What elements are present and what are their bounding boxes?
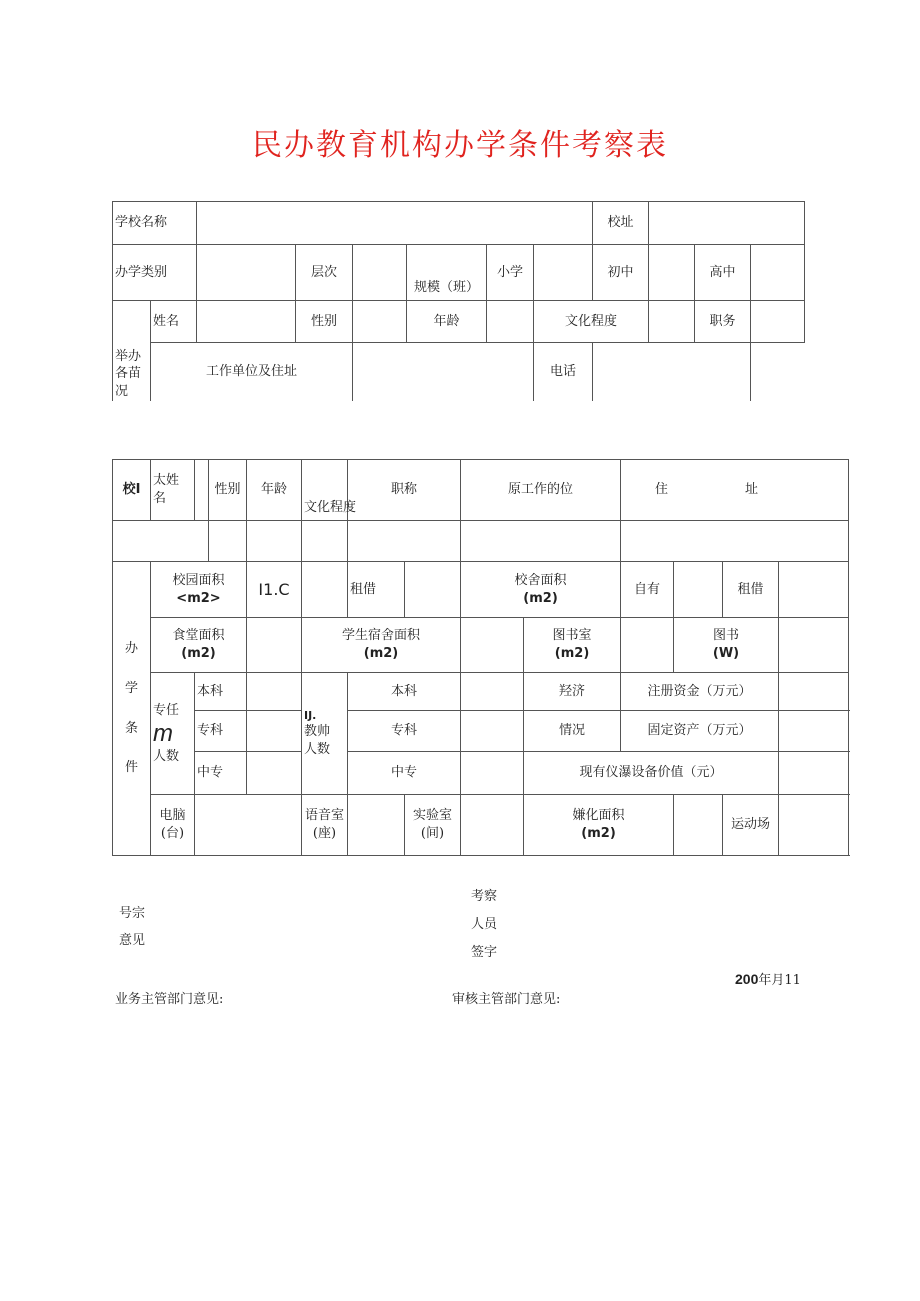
sports-label: 运动场 <box>723 795 779 856</box>
level-label: 层次 <box>296 245 353 301</box>
principal-name-field[interactable] <box>195 460 209 521</box>
building-rent-label: 租借 <box>723 562 779 618</box>
scale-label: 规模（班） <box>407 245 487 301</box>
campus-rent-label: 租借 <box>348 562 405 618</box>
teacher-count-label: IJ. 教帅 人数 <box>302 673 348 795</box>
date-line: 200年月11 <box>735 971 801 988</box>
name-field[interactable] <box>197 301 296 343</box>
college-label-2: 专科 <box>348 711 461 752</box>
books-field[interactable] <box>779 618 849 673</box>
inspector-label-2: 人员 <box>471 917 498 932</box>
bachelor-label: 本科 <box>195 673 247 711</box>
dorm-area-label: 学生宿舍面积 (m2) <box>302 618 461 673</box>
organizer-label: 举办 各苗 况 <box>113 301 151 401</box>
language-lab-label: 语音室 (座) <box>302 795 348 856</box>
canteen-area-label: 食堂面积 (m2) <box>151 618 247 673</box>
school-type-field[interactable] <box>197 245 296 301</box>
opinion-label-1: 号宗 <box>119 906 146 921</box>
position-field[interactable] <box>751 301 805 343</box>
junior-label: 初中 <box>593 245 649 301</box>
green-area-label: 嫌化面积 (m2) <box>524 795 674 856</box>
level-field[interactable] <box>353 245 407 301</box>
principal-name-label: 太姓 名 <box>151 460 195 521</box>
phone-label: 电话 <box>534 343 593 401</box>
basic-info-table <box>112 201 805 401</box>
secondary-label-2: 中专 <box>348 752 461 795</box>
campus-area-value: I1.C <box>247 562 302 618</box>
canteen-area-field[interactable] <box>247 618 302 673</box>
primary-field[interactable] <box>534 245 593 301</box>
position-label: 职务 <box>695 301 751 343</box>
secondary-field-2[interactable] <box>461 752 524 795</box>
equipment-value-field[interactable] <box>779 752 849 795</box>
education-label-2: 文化程度 <box>302 460 348 521</box>
library-label: 图书室 (m2) <box>524 618 621 673</box>
college-field-2[interactable] <box>461 711 524 752</box>
senior-field[interactable] <box>751 245 805 301</box>
school-type-label: 办学类别 <box>113 245 197 301</box>
education-field[interactable] <box>649 301 695 343</box>
education-value-2[interactable] <box>302 521 348 562</box>
residence-value[interactable] <box>621 521 849 562</box>
books-label: 图书 (W) <box>674 618 779 673</box>
college-field[interactable] <box>247 711 302 752</box>
green-area-field[interactable] <box>674 795 723 856</box>
gender-label: 性别 <box>296 301 353 343</box>
principal-name-value[interactable] <box>113 521 209 562</box>
junior-field[interactable] <box>649 245 695 301</box>
campus-rent-field[interactable] <box>405 562 461 618</box>
language-lab-field[interactable] <box>348 795 405 856</box>
library-field[interactable] <box>621 618 674 673</box>
age-field[interactable] <box>487 301 534 343</box>
gender-label-2: 性别 <box>209 460 247 521</box>
age-label: 年龄 <box>407 301 487 343</box>
gender-value-2[interactable] <box>209 521 247 562</box>
lab-label: 实验室 (间) <box>405 795 461 856</box>
name-label: 姓名 <box>151 301 197 343</box>
former-unit-label: 原工作的位 <box>461 460 621 521</box>
situation-label: 情况 <box>524 711 621 752</box>
secondary-label: 中专 <box>195 752 247 795</box>
former-unit-value[interactable] <box>461 521 621 562</box>
work-unit-label: 工作单位及住址 <box>151 343 353 401</box>
principal-head: 校I <box>113 460 151 521</box>
inspector-label-1: 考察 <box>471 889 498 904</box>
equipment-value-label: 现有仪瀑设备价值（元） <box>524 752 779 795</box>
fixed-assets-label: 固定资产（万元） <box>621 711 779 752</box>
residence-label: 住 址 <box>621 460 849 521</box>
college-label: 专科 <box>195 711 247 752</box>
conditions-label: 办 学 条 件 <box>113 562 151 856</box>
school-name-field[interactable] <box>197 202 593 245</box>
bachelor-field-2[interactable] <box>461 673 524 711</box>
work-unit-field[interactable] <box>353 343 534 401</box>
phone-field[interactable] <box>593 343 751 401</box>
campus-owned-field[interactable] <box>302 562 348 618</box>
computer-label: 电脑 (台) <box>151 795 195 856</box>
economy-label: 羟济 <box>524 673 621 711</box>
title-rank-label: 职称 <box>348 460 461 521</box>
registered-capital-field[interactable] <box>779 673 849 711</box>
audit-opinion-label: 审核主管部门意见: <box>452 992 561 1007</box>
dorm-area-field[interactable] <box>461 618 524 673</box>
opinion-label-2: 意见 <box>119 933 146 948</box>
campus-area-label: 校园面积 <m2> <box>151 562 247 618</box>
registered-capital-label: 注册资金（万元） <box>621 673 779 711</box>
primary-label: 小学 <box>487 245 534 301</box>
building-rent-field[interactable] <box>779 562 849 618</box>
building-owned-field[interactable] <box>674 562 723 618</box>
bachelor-label-2: 本科 <box>348 673 461 711</box>
inspector-label-3: 签字 <box>471 945 498 960</box>
building-owned-label: 自有 <box>621 562 674 618</box>
senior-label: 高中 <box>695 245 751 301</box>
sports-field[interactable] <box>779 795 849 856</box>
secondary-field[interactable] <box>247 752 302 795</box>
address-label: 校址 <box>593 202 649 245</box>
bachelor-field[interactable] <box>247 673 302 711</box>
conditions-table <box>112 459 849 856</box>
building-area-label: 校舍面积 (m2) <box>461 562 621 618</box>
computer-field[interactable] <box>195 795 302 856</box>
address-field[interactable] <box>649 202 805 245</box>
fulltime-staff-label: 专任 m 人数 <box>151 673 195 795</box>
lab-field[interactable] <box>461 795 524 856</box>
age-label-2: 年龄 <box>247 460 302 521</box>
age-value-2[interactable] <box>247 521 302 562</box>
school-name-label: 学校名称 <box>113 202 197 245</box>
gender-field[interactable] <box>353 301 407 343</box>
fixed-assets-field[interactable] <box>779 711 849 752</box>
dept-opinion-label: 业务主管部门意见: <box>115 992 224 1007</box>
education-label: 文化程度 <box>534 301 649 343</box>
page-title: 民办教育机构办学条件考察表 <box>252 128 668 163</box>
title-rank-value[interactable] <box>348 521 461 562</box>
